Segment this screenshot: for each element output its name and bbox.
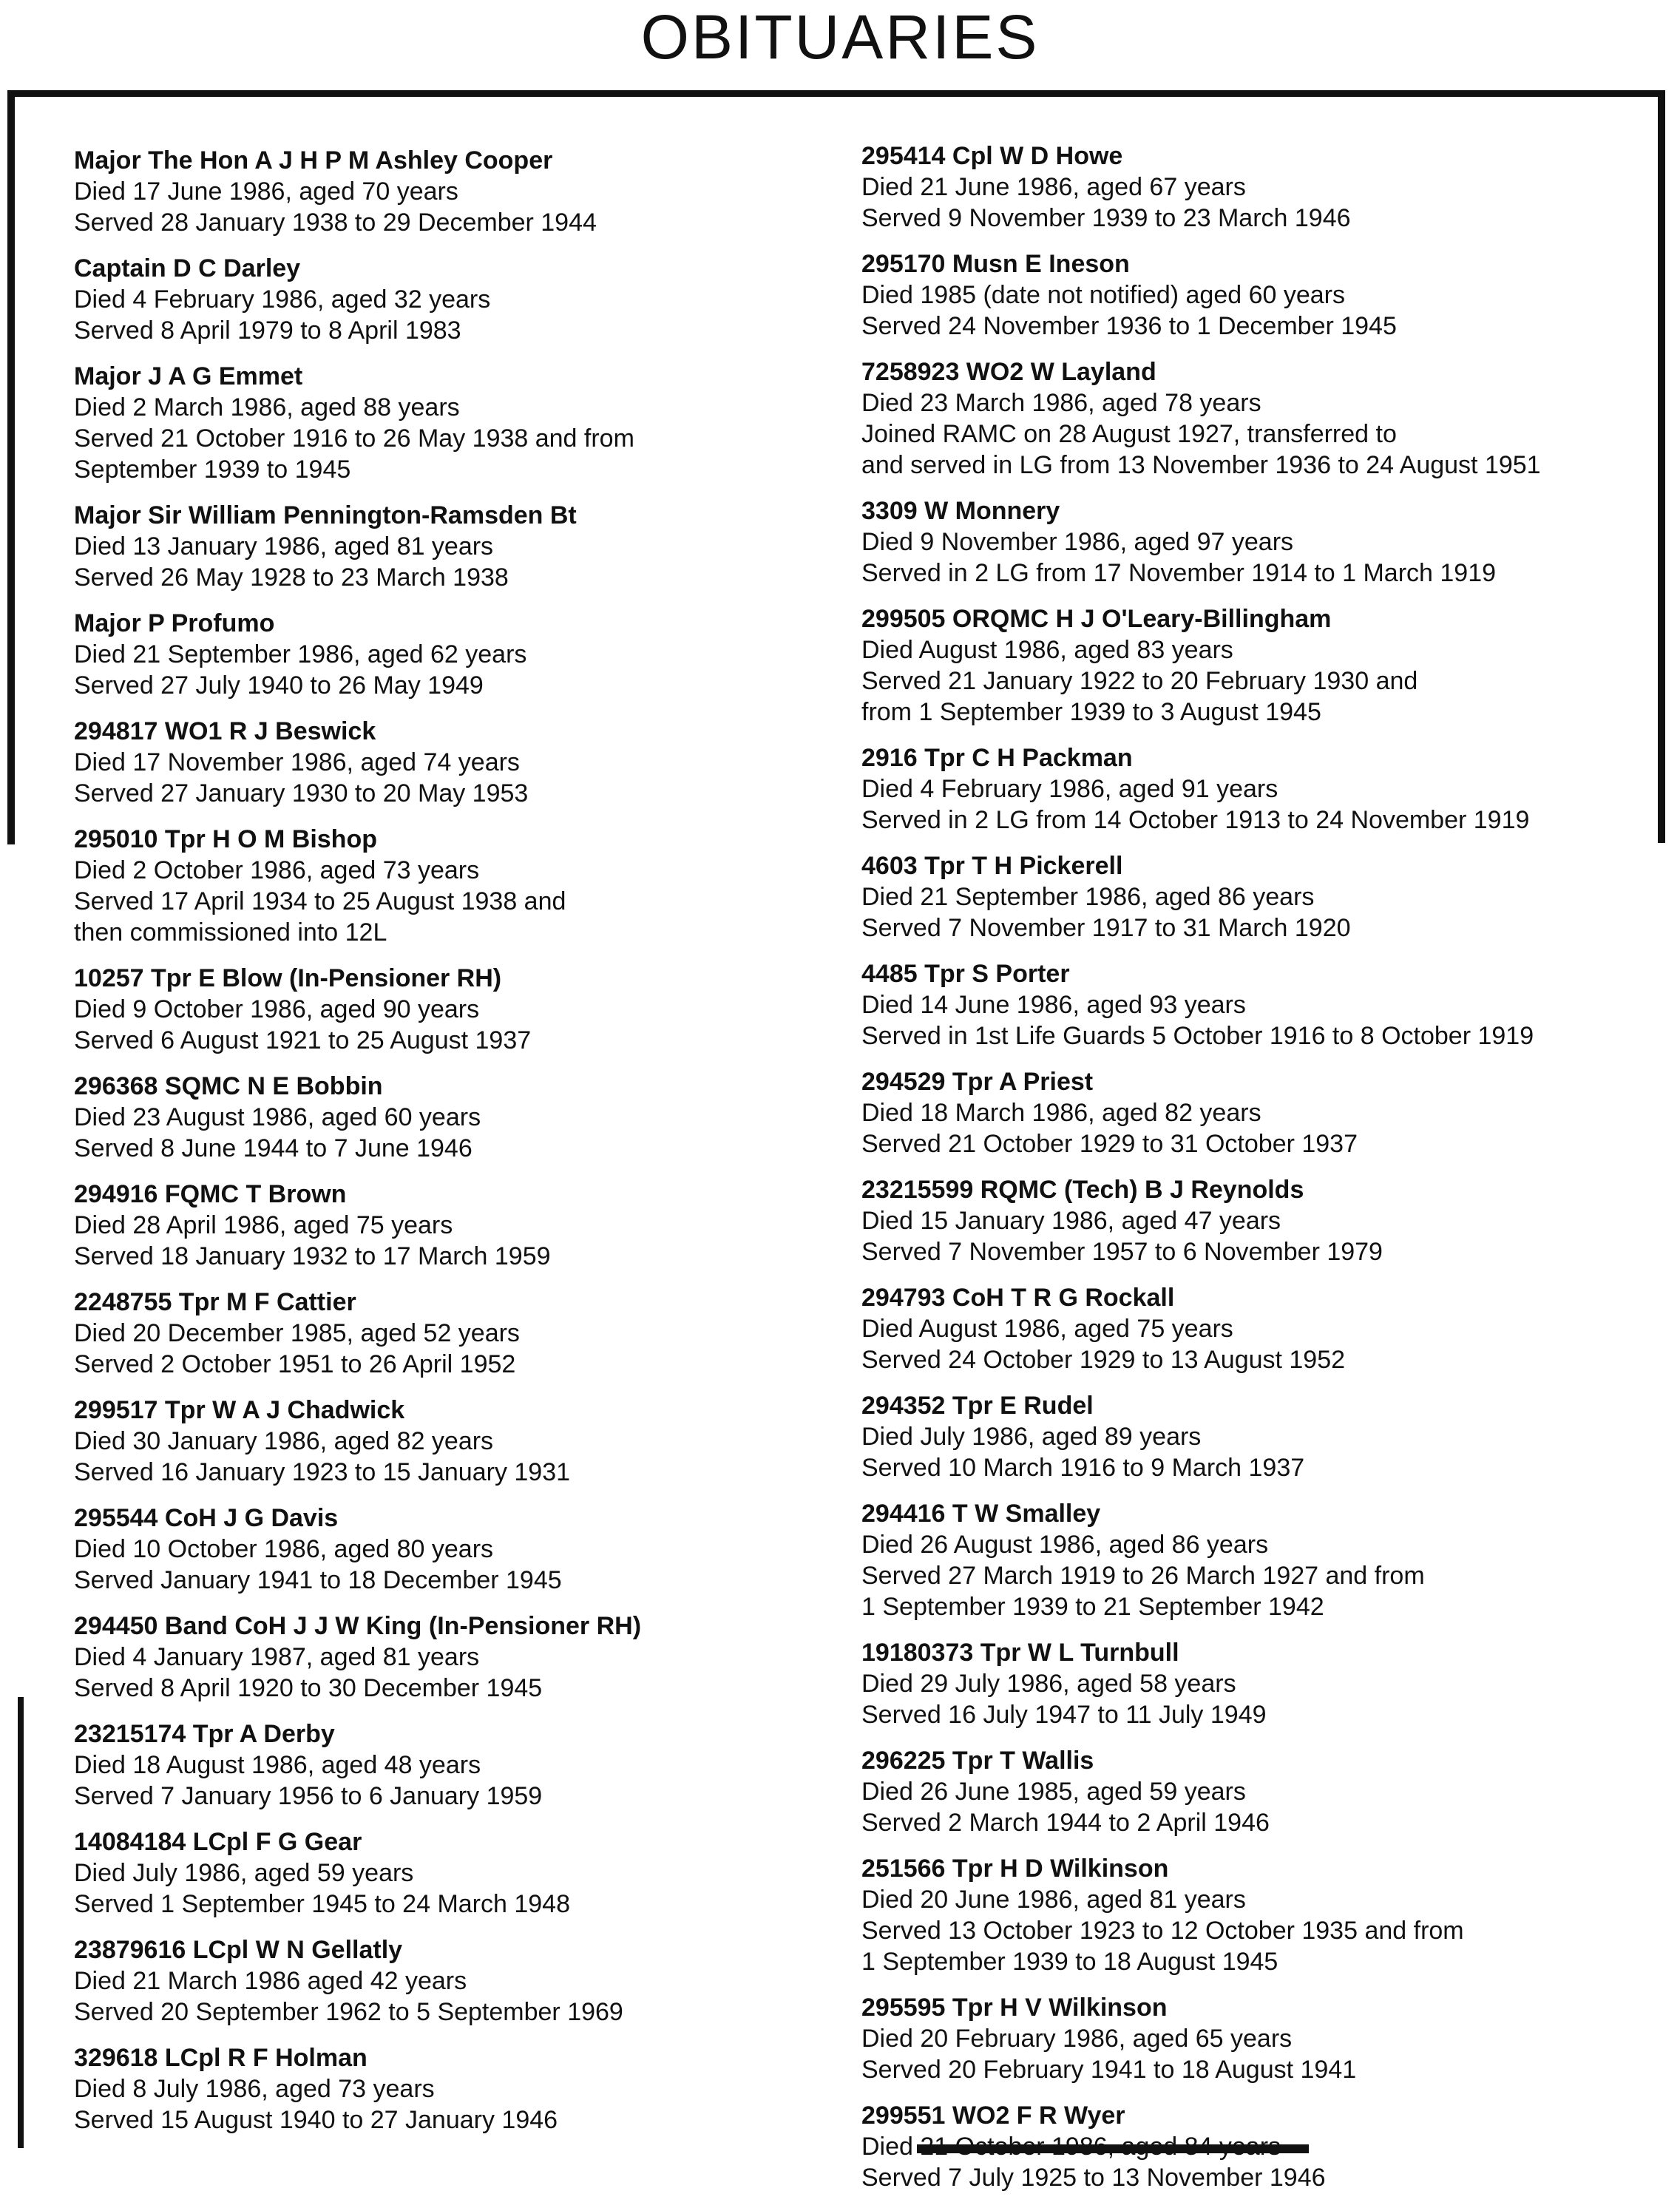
obituary-detail-line: Served 8 April 1979 to 8 April 1983: [74, 316, 461, 345]
obituary-entry: [861, 1637, 1660, 1730]
obituary-name: 23215599 RQMC (Tech) B J Reynolds: [861, 1176, 1304, 1204]
obituary-detail-line: Died 21 October 1986, aged 84 years: [861, 2133, 1281, 2161]
obituary-detail-line: Served 20 February 1941 to 18 August 1941: [861, 2056, 1357, 2084]
obituary-detail-line: Served 2 March 1944 to 2 April 1946: [861, 1809, 1270, 1837]
obituary-detail-line: Died 4 February 1986, aged 32 years: [74, 285, 491, 314]
obituary-entry: [861, 1066, 1660, 1159]
obituary-name: 4485 Tpr S Porter: [861, 960, 1070, 988]
obituary-name: Captain D C Darley: [74, 254, 301, 282]
obituary-detail-line: Died 17 June 1986, aged 70 years: [74, 177, 458, 206]
obituary-detail-line: Died 23 August 1986, aged 60 years: [74, 1103, 481, 1131]
obituary-detail-line: Served 24 November 1936 to 1 December 1945: [861, 312, 1397, 340]
obituary-name: 299551 WO2 F R Wyer: [861, 2102, 1125, 2130]
obituary-name: 23879616 LCpl W N Gellatly: [74, 1936, 403, 1964]
obituary-name: 294450 Band CoH J J W King (In-Pensioner RH): [74, 1612, 642, 1640]
obituary-detail-line: Served 27 July 1940 to 26 May 1949: [74, 671, 484, 700]
obituary-entry: [74, 1718, 843, 1812]
obituary-detail-line: Served 16 July 1947 to 11 July 1949: [861, 1701, 1267, 1729]
obituary-name: 296368 SQMC N E Bobbin: [74, 1072, 383, 1100]
obituary-detail-line: Died 4 February 1986, aged 91 years: [861, 775, 1278, 803]
obituary-entry: [74, 2042, 843, 2136]
obituary-detail-line: Served in 2 LG from 14 October 1913 to 24 November 1919: [861, 806, 1530, 834]
obituary-entry: [74, 1934, 843, 2028]
obituary-name: 295170 Musn E Ineson: [861, 250, 1130, 278]
obituary-detail-line: 1 September 1939 to 18 August 1945: [861, 1948, 1278, 1976]
obituary-name: 294352 Tpr E Rudel: [861, 1392, 1094, 1420]
obituary-detail-line: Served 9 November 1939 to 23 March 1946: [861, 204, 1351, 232]
obituary-detail-line: Served 7 January 1956 to 6 January 1959: [74, 1782, 543, 1810]
obituary-name: 3309 W Monnery: [861, 497, 1060, 525]
obituary-detail-line: Died 21 June 1986, aged 67 years: [861, 173, 1246, 201]
obituary-detail-line: Died 2 March 1986, aged 88 years: [74, 393, 460, 421]
obituary-detail-line: Served 7 November 1917 to 31 March 1920: [861, 914, 1351, 942]
obituary-detail-line: Served January 1941 to 18 December 1945: [74, 1566, 562, 1594]
obituary-detail-line: Died 17 November 1986, aged 74 years: [74, 748, 520, 776]
top-rule: [7, 90, 1664, 97]
obituary-name: Major The Hon A J H P M Ashley Cooper: [74, 146, 553, 175]
obituary-entry: [74, 1503, 843, 1596]
obituary-entry: [74, 716, 843, 809]
obituary-detail-line: Served 27 March 1919 to 26 March 1927 and from: [861, 1562, 1425, 1590]
obituary-name: 294817 WO1 R J Beswick: [74, 717, 376, 745]
obituary-detail-line: from 1 September 1939 to 3 August 1945: [861, 698, 1321, 726]
obituary-detail-line: Died 4 January 1987, aged 81 years: [74, 1643, 480, 1671]
obituary-name: 23215174 Tpr A Derby: [74, 1720, 335, 1748]
obituary-name: 14084184 LCpl F G Gear: [74, 1828, 362, 1856]
obituary-detail-line: 1 September 1939 to 21 September 1942: [861, 1593, 1324, 1621]
obituary-detail-line: Served 8 June 1944 to 7 June 1946: [74, 1134, 472, 1162]
obituary-detail-line: Died 21 March 1986 aged 42 years: [74, 1967, 467, 1995]
obituary-detail-line: Served in 1st Life Guards 5 October 1916 to 8 October 1919: [861, 1022, 1534, 1050]
obituary-name: Major Sir William Pennington-Ramsden Bt: [74, 501, 577, 529]
obituary-entry: [861, 1390, 1660, 1483]
obituary-name: 295414 Cpl W D Howe: [861, 142, 1123, 170]
obituary-entry: [861, 2100, 1660, 2193]
obituary-entry: [861, 850, 1660, 944]
obituary-name: 2916 Tpr C H Packman: [861, 744, 1133, 772]
obituary-detail-line: Died August 1986, aged 75 years: [861, 1315, 1233, 1343]
obituary-detail-line: Died 15 January 1986, aged 47 years: [861, 1207, 1281, 1235]
obituary-detail-line: Served 7 July 1925 to 13 November 1946: [861, 2164, 1326, 2192]
obituary-detail-line: Served 2 October 1951 to 26 April 1952: [74, 1350, 516, 1378]
obituary-detail-line: Served 13 October 1923 to 12 October 1935 and from: [861, 1917, 1464, 1945]
obituary-detail-line: Served 21 October 1916 to 26 May 1938 and from: [74, 424, 634, 453]
obituary-entry: [74, 253, 843, 346]
obituary-name: 295010 Tpr H O M Bishop: [74, 825, 377, 853]
obituary-detail-line: Served 21 January 1922 to 20 February 1930 and: [861, 667, 1418, 695]
obituary-detail-line: Died 13 January 1986, aged 81 years: [74, 532, 494, 561]
obituary-detail-line: Joined RAMC on 28 August 1927, transferred to: [861, 420, 1397, 448]
obituary-detail-line: Died 1985 (date not notified) aged 60 years: [861, 281, 1346, 309]
obituary-detail-line: Died August 1986, aged 83 years: [861, 636, 1233, 664]
obituary-detail-line: Served 7 November 1957 to 6 November 1979: [861, 1238, 1383, 1266]
obituary-name: 329618 LCpl R F Holman: [74, 2044, 368, 2072]
obituary-detail-line: and served in LG from 13 November 1936 to 24 August 1951: [861, 451, 1541, 479]
obituary-detail-line: Died 28 April 1986, aged 75 years: [74, 1211, 453, 1239]
obituary-detail-line: Died 18 March 1986, aged 82 years: [861, 1099, 1261, 1127]
obituary-name: 19180373 Tpr W L Turnbull: [861, 1639, 1179, 1667]
obituary-column-left: [74, 145, 843, 2150]
obituary-entry: [861, 603, 1660, 728]
obituary-entry: [861, 1174, 1660, 1267]
obituary-entry: [861, 1992, 1660, 2085]
obituary-detail-line: Died 21 September 1986, aged 62 years: [74, 640, 527, 668]
obituary-entry: [74, 1611, 843, 1704]
page-title: OBITUARIES: [640, 2, 1040, 72]
obituary-entry: [861, 742, 1660, 836]
obituary-name: 294416 T W Smalley: [861, 1500, 1101, 1528]
obituary-detail-line: Served 17 April 1934 to 25 August 1938 and: [74, 887, 566, 915]
obituary-detail-line: Died 20 June 1986, aged 81 years: [861, 1886, 1246, 1914]
obituary-detail-line: Died 21 September 1986, aged 86 years: [861, 883, 1315, 911]
obituary-detail-line: Died 26 June 1985, aged 59 years: [861, 1778, 1246, 1806]
left-border-upper: [7, 90, 15, 844]
obituary-name: Major J A G Emmet: [74, 362, 303, 390]
obituary-detail-line: Served 10 March 1916 to 9 March 1937: [861, 1454, 1305, 1482]
obituary-detail-line: Served 21 October 1929 to 31 October 1937: [861, 1130, 1358, 1158]
obituary-entry: [861, 140, 1660, 234]
left-border-lower: [18, 1697, 24, 2148]
obituary-entry: [861, 1745, 1660, 1838]
obituary-detail-line: Served 18 January 1932 to 17 March 1959: [74, 1242, 551, 1270]
obituary-name: 299517 Tpr W A J Chadwick: [74, 1396, 405, 1424]
obituary-detail-line: Served in 2 LG from 17 November 1914 to 1 March 1919: [861, 559, 1497, 587]
obituary-name: 294529 Tpr A Priest: [861, 1068, 1094, 1096]
obituary-detail-line: Died July 1986, aged 59 years: [74, 1859, 414, 1887]
obituary-name: 10257 Tpr E Blow (In-Pensioner RH): [74, 964, 502, 992]
obituary-entry: [74, 608, 843, 701]
obituary-entry: [74, 1287, 843, 1380]
obituary-detail-line: Served 16 January 1923 to 15 January 1931: [74, 1458, 571, 1486]
obituary-detail-line: Served 1 September 1945 to 24 March 1948: [74, 1890, 570, 1918]
obituary-entry: [74, 963, 843, 1056]
obituary-detail-line: Died 20 December 1985, aged 52 years: [74, 1319, 520, 1347]
obituary-detail-line: Died 8 July 1986, aged 73 years: [74, 2075, 435, 2103]
obituary-detail-line: Died 26 August 1986, aged 86 years: [861, 1531, 1269, 1559]
obituary-entry: [861, 1853, 1660, 1977]
obituary-entry: [861, 356, 1660, 481]
obituary-detail-line: Served 26 May 1928 to 23 March 1938: [74, 563, 509, 592]
obituary-name: 7258923 WO2 W Layland: [861, 358, 1156, 386]
obituary-entry: [74, 1395, 843, 1488]
obituary-detail-line: then commissioned into 12L: [74, 918, 387, 946]
obituary-entry: [861, 495, 1660, 589]
obituary-detail-line: Served 6 August 1921 to 25 August 1937: [74, 1026, 532, 1054]
obituary-name: 294793 CoH T R G Rockall: [861, 1284, 1175, 1312]
obituary-name: 294916 FQMC T Brown: [74, 1180, 347, 1208]
obituary-detail-line: Died July 1986, aged 89 years: [861, 1423, 1202, 1451]
obituary-name: 4603 Tpr T H Pickerell: [861, 852, 1123, 880]
obituary-detail-line: September 1939 to 1945: [74, 456, 351, 484]
obituary-detail-line: Served 15 August 1940 to 27 January 1946: [74, 2106, 558, 2134]
obituary-detail-line: Died 9 October 1986, aged 90 years: [74, 995, 480, 1023]
obituary-entry: [74, 1071, 843, 1164]
obituary-detail-line: Served 28 January 1938 to 29 December 1944: [74, 209, 597, 237]
obituary-entry: [74, 1826, 843, 1920]
obituary-name: 296225 Tpr T Wallis: [861, 1747, 1094, 1775]
obituary-detail-line: Died 14 June 1986, aged 93 years: [861, 991, 1246, 1019]
obituary-detail-line: Died 10 October 1986, aged 80 years: [74, 1535, 494, 1563]
obituary-detail-line: Died 18 August 1986, aged 48 years: [74, 1751, 481, 1779]
obituary-name: 299505 ORQMC H J O'Leary-Billingham: [861, 605, 1332, 633]
obituary-column-right: [861, 140, 1660, 2208]
obituary-entry: [74, 500, 843, 593]
obituary-entry: [74, 145, 843, 238]
obituary-entry: [74, 361, 843, 485]
obituary-entry: [861, 958, 1660, 1051]
obituary-entry: [74, 1179, 843, 1272]
obituary-entry: [74, 824, 843, 948]
obituary-entry: [861, 1282, 1660, 1375]
obituary-name: 251566 Tpr H D Wilkinson: [861, 1855, 1169, 1883]
obituary-detail-line: Died 20 February 1986, aged 65 years: [861, 2025, 1293, 2053]
obituary-name: 2248755 Tpr M F Cattier: [74, 1288, 356, 1316]
obituary-detail-line: Died 30 January 1986, aged 82 years: [74, 1427, 494, 1455]
obituary-entry: [861, 1498, 1660, 1622]
obituary-detail-line: Served 20 September 1962 to 5 September 1969: [74, 1998, 623, 2026]
obituary-detail-line: Died 9 November 1986, aged 97 years: [861, 528, 1294, 556]
obituary-name: 295544 CoH J G Davis: [74, 1504, 339, 1532]
obituary-name: Major P Profumo: [74, 609, 275, 637]
obituary-detail-line: Served 8 April 1920 to 30 December 1945: [74, 1674, 543, 1702]
obituary-detail-line: Served 27 January 1930 to 20 May 1953: [74, 779, 529, 807]
obituary-name: 295595 Tpr H V Wilkinson: [861, 1994, 1168, 2022]
obituary-detail-line: Died 29 July 1986, aged 58 years: [861, 1670, 1236, 1698]
obituary-entry: [861, 248, 1660, 342]
obituary-detail-line: Served 24 October 1929 to 13 August 1952: [861, 1346, 1346, 1374]
obituary-detail-line: Died 2 October 1986, aged 73 years: [74, 856, 480, 884]
obituary-detail-line: Died 23 March 1986, aged 78 years: [861, 389, 1261, 417]
